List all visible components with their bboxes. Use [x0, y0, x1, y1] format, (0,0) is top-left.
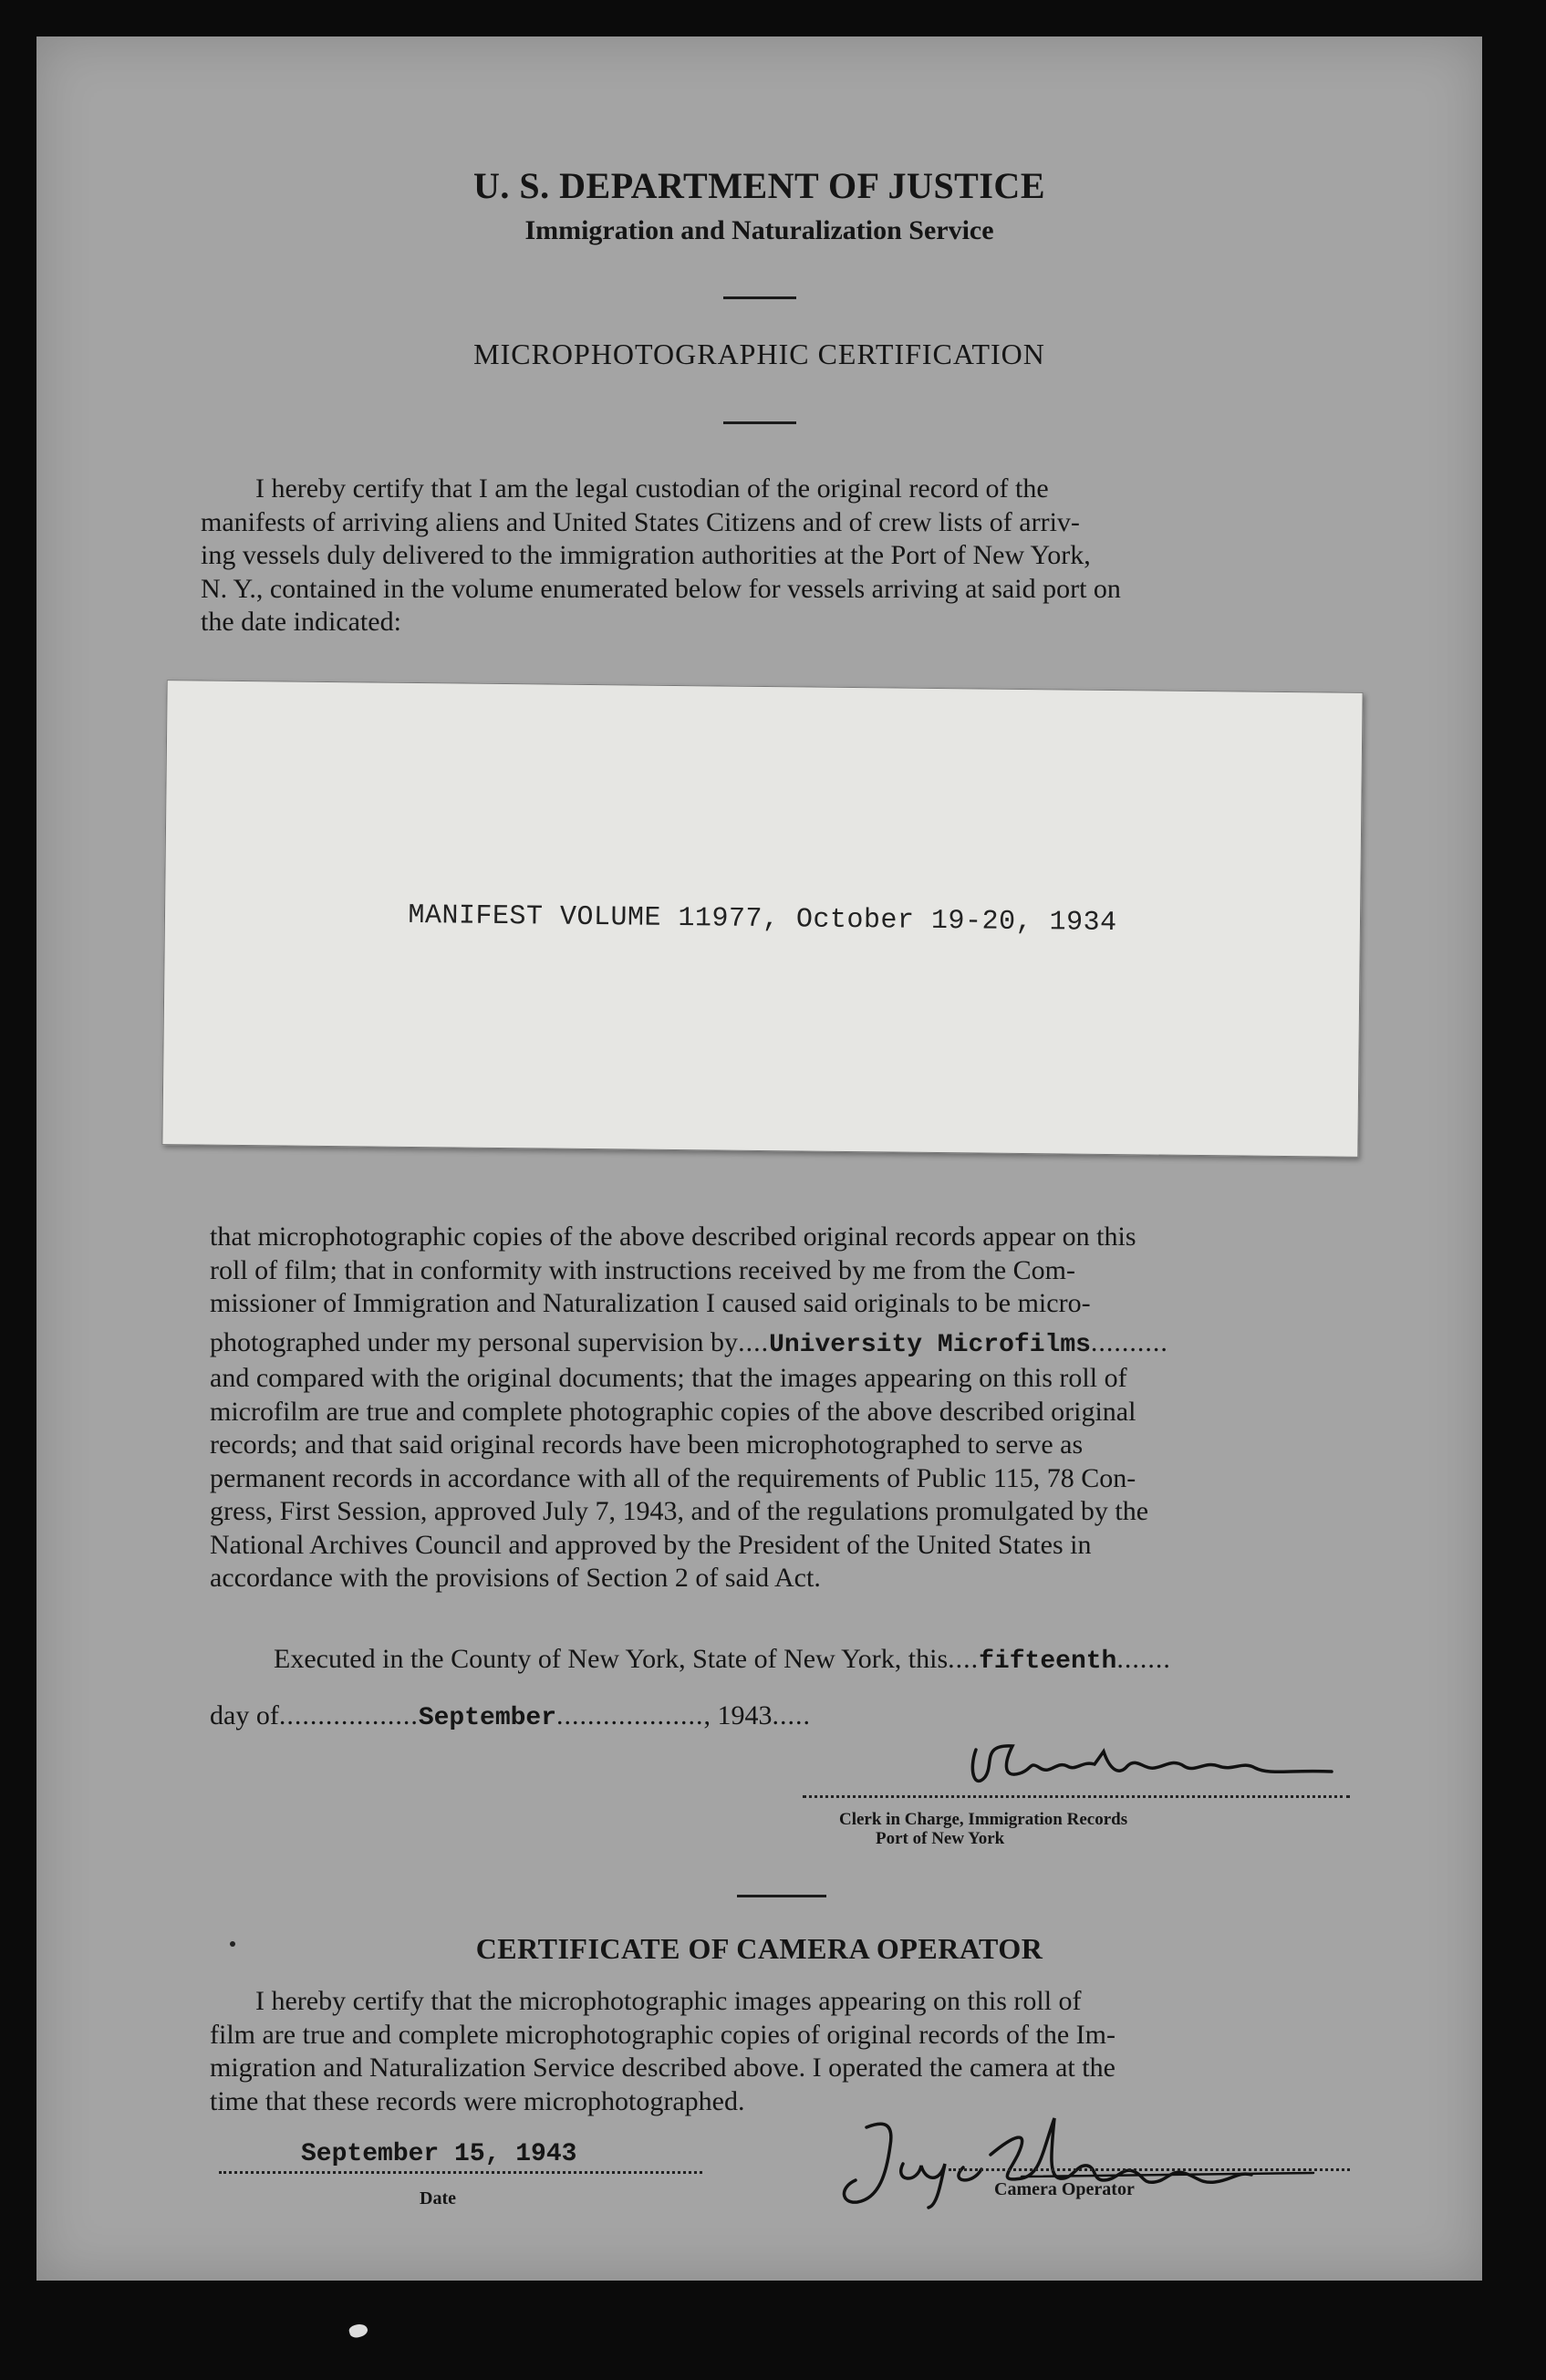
certification-line: and compared with the original documents; that the images appearing on this roll of: [210, 1363, 1127, 1393]
certificate-sheet: [36, 36, 1482, 2281]
camera-line: migration and Naturalization Service described above. I operated the camera at the: [210, 2053, 1115, 2083]
operator-signature-line: [949, 2168, 1350, 2171]
department-heading: U. S. DEPARTMENT OF JUSTICE: [473, 165, 1045, 206]
camera-certificate-paragraph: [210, 1985, 1377, 2118]
custodian-line: I hereby certify that I am the legal custodian of the original record of the: [255, 473, 1049, 504]
heading-divider: [723, 296, 796, 299]
clerk-signature: [949, 1733, 1350, 1797]
clerk-signature-line: [803, 1795, 1350, 1798]
form-title: MICROPHOTOGRAPHIC CERTIFICATION: [473, 338, 1045, 370]
certification-line: microfilm are true and complete photographic copies of the above described original: [210, 1396, 1136, 1427]
certification-line: permanent records in accordance with all of the requirements of Public 115, 78 Con-: [210, 1462, 1136, 1493]
day-of-label: day of: [210, 1700, 279, 1730]
certification-line: records; and that said original records have been microphotographed to serve as: [210, 1429, 1084, 1460]
custodian-line: N. Y., contained in the volume enumerated below for vessels arriving at said port on: [201, 573, 1121, 604]
certification-line: National Archives Council and approved by the President of the United States in: [210, 1529, 1092, 1560]
year-value: , 1943: [703, 1700, 773, 1730]
certification-line: missioner of Immigration and Naturalization I caused said originals to be micro-: [210, 1288, 1091, 1318]
camera-operator-label: Camera Operator: [994, 2179, 1135, 2199]
section-divider: [737, 1895, 826, 1897]
custodian-line: ing vessels duly delivered to the immigration authorities at the Port of New York,: [201, 540, 1091, 570]
certification-line: photographed under my personal supervision by: [210, 1326, 739, 1357]
certification-line: roll of film; that in conformity with instructions received by me from the Com-: [210, 1254, 1075, 1285]
volume-card: [161, 680, 1363, 1158]
execution-prefix: Executed in the County of New York, State of New York, this: [274, 1644, 949, 1674]
clerk-title-line: Clerk in Charge, Immigration Records: [839, 1810, 1128, 1829]
camera-certificate-heading: CERTIFICATE OF CAMERA OPERATOR: [475, 1932, 1043, 1965]
filmed-by-value: University Microfilms: [769, 1330, 1091, 1359]
camera-line: time that these records were microphotographed.: [210, 2085, 745, 2116]
clerk-title: [839, 1810, 1127, 1848]
month-value: September: [418, 1704, 557, 1732]
date-label: Date: [420, 2188, 456, 2209]
day-ordinal-value: fifteenth: [979, 1647, 1117, 1676]
clerk-title-line: Port of New York: [876, 1829, 1005, 1848]
volume-description: MANIFEST VOLUME 11977, October 19-20, 1934: [408, 899, 1117, 940]
title-divider: [723, 421, 796, 424]
custodian-line: manifests of arriving aliens and United States Citizens and of crew lists of arriv-: [201, 506, 1080, 537]
execution-line: Executed in the County of New York, State of New York, this....fifteenth.......: [274, 1644, 1171, 1676]
certification-line: accordance with the provisions of Section 2 of said Act.: [210, 1563, 821, 1593]
service-subheading: Immigration and Naturalization Service: [524, 215, 994, 245]
camera-line: film are true and complete microphotographic copies of original records of the Im-: [210, 2019, 1115, 2050]
custodian-line: the date indicated:: [201, 607, 401, 637]
operator-date-value: September 15, 1943: [301, 2140, 577, 2168]
certification-line: gress, First Session, approved July 7, 1943, and of the regulations promulgated by the: [210, 1496, 1149, 1526]
certification-paragraph: [210, 1221, 1377, 1595]
certification-line: that microphotographic copies of the above described original records appear on this: [210, 1221, 1136, 1252]
filmed-by-line: photographed under my personal supervision by....University Microfilms..........: [210, 1326, 1168, 1359]
film-marker: [348, 2323, 369, 2340]
date-signature-line: [219, 2171, 702, 2174]
date-line: day of..................September..................., 1943.....: [210, 1700, 812, 1732]
camera-line: I hereby certify that the microphotographic images appearing on this roll of: [255, 1986, 1082, 2016]
custodian-paragraph: [201, 473, 1373, 639]
